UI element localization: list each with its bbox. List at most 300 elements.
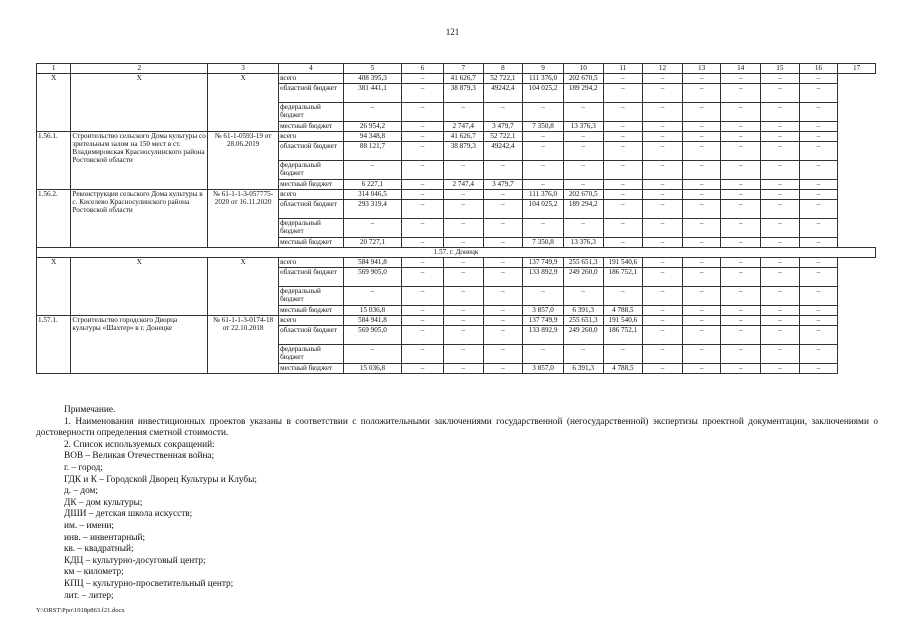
amount-cell: –: [443, 190, 483, 200]
funding-source: всего: [279, 316, 344, 326]
amount-cell: –: [799, 180, 838, 190]
amount-cell: –: [761, 132, 800, 142]
amount-cell: –: [402, 238, 444, 248]
amount-cell: –: [483, 190, 523, 200]
amount-cell: –: [721, 268, 761, 287]
amount-cell: 569 905,0: [343, 326, 401, 345]
amount-cell: –: [402, 219, 444, 238]
abbreviation-item: д. – дом;: [64, 486, 99, 497]
amount-cell: –: [761, 345, 800, 364]
amount-cell: –: [721, 180, 761, 190]
amount-cell: 111 376,0: [523, 190, 564, 200]
amount-cell: –: [402, 103, 444, 122]
column-number: 15: [761, 64, 800, 74]
amount-cell: –: [761, 142, 800, 161]
amount-cell: –: [721, 258, 761, 268]
amount-cell: –: [443, 258, 483, 268]
amount-cell: –: [682, 132, 721, 142]
amount-cell: –: [721, 84, 761, 103]
abbreviation-item: КДЦ – культурно-досуговый центр;: [64, 555, 206, 566]
amount-cell: 2 747,4: [443, 122, 483, 132]
amount-cell: –: [483, 200, 523, 219]
amount-cell: –: [402, 258, 444, 268]
amount-cell: –: [443, 345, 483, 364]
amount-cell: –: [682, 180, 721, 190]
amount-cell: –: [643, 287, 683, 306]
amount-cell: –: [343, 103, 401, 122]
funding-source: федеральный бюджет: [279, 219, 344, 238]
amount-cell: –: [721, 132, 761, 142]
amount-cell: –: [799, 161, 838, 180]
amount-cell: 26 954,2: [343, 122, 401, 132]
funding-source: областной бюджет: [279, 268, 344, 287]
amount-cell: –: [682, 268, 721, 287]
amount-cell: –: [643, 103, 683, 122]
amount-cell: 249 260,0: [563, 268, 603, 287]
amount-cell: –: [643, 345, 683, 364]
abbreviation-item: ГДК и К – Городской Дворец Культуры и Клубы;: [64, 474, 257, 485]
amount-cell: –: [483, 268, 523, 287]
column-number: 3: [208, 64, 279, 74]
amount-cell: –: [682, 287, 721, 306]
amount-cell: 189 294,2: [563, 200, 603, 219]
column-number: 5: [343, 64, 401, 74]
abbreviation-item: инв. – инвентарный;: [64, 532, 146, 543]
amount-cell: 408 395,3: [343, 74, 401, 84]
amount-cell: –: [643, 142, 683, 161]
amount-cell: –: [563, 180, 603, 190]
column-number: 11: [603, 64, 643, 74]
amount-cell: –: [799, 142, 838, 161]
investment-projects-table: [36, 63, 876, 374]
amount-cell: –: [682, 200, 721, 219]
column-number: 17: [838, 64, 876, 74]
amount-cell: 7 350,8: [523, 238, 564, 248]
amount-cell: –: [721, 364, 761, 374]
amount-cell: –: [721, 326, 761, 345]
table-header-row: [37, 64, 876, 74]
amount-cell: –: [343, 219, 401, 238]
project-name: Строительство городского Дворца культуры «Шахтер» в г. Донецке: [71, 316, 208, 374]
amount-cell: 202 670,5: [563, 190, 603, 200]
amount-cell: 191 540,6: [603, 258, 643, 268]
amount-cell: –: [643, 326, 683, 345]
column-number: 8: [483, 64, 523, 74]
amount-cell: 584 941,8: [343, 258, 401, 268]
expertise-conclusion: № 61-1-1-3-0174-18 от 22.10.2018: [208, 316, 279, 374]
amount-cell: 41 626,7: [443, 132, 483, 142]
amount-cell: 133 892,9: [523, 326, 564, 345]
amount-cell: 133 892,9: [523, 268, 564, 287]
expertise-conclusion: № 61-1-1-3-057775-2020 от 16.11.2020: [208, 190, 279, 248]
amount-cell: –: [563, 103, 603, 122]
column-number: 2: [71, 64, 208, 74]
amount-cell: –: [682, 122, 721, 132]
amount-cell: –: [721, 345, 761, 364]
amount-cell: –: [402, 364, 444, 374]
amount-cell: –: [799, 84, 838, 103]
expertise-conclusion: X: [208, 258, 279, 316]
amount-cell: –: [799, 316, 838, 326]
amount-cell: –: [402, 190, 444, 200]
amount-cell: –: [761, 258, 800, 268]
amount-cell: 3 857,0: [523, 306, 564, 316]
amount-cell: –: [761, 190, 800, 200]
section-title: 1.57. г. Донецк: [37, 248, 876, 258]
amount-cell: 49242,4: [483, 84, 523, 103]
column-number: 10: [563, 64, 603, 74]
abbreviation-list: [36, 451, 878, 602]
table-row: [37, 258, 876, 268]
amount-cell: –: [643, 364, 683, 374]
amount-cell: 293 319,4: [343, 200, 401, 219]
amount-cell: –: [761, 161, 800, 180]
column-number: 13: [682, 64, 721, 74]
amount-cell: –: [603, 200, 643, 219]
row-number: 1.57.1.: [37, 316, 71, 374]
amount-cell: –: [483, 287, 523, 306]
amount-cell: –: [443, 268, 483, 287]
amount-cell: –: [799, 306, 838, 316]
amount-cell: –: [443, 200, 483, 219]
amount-cell: –: [483, 316, 523, 326]
amount-cell: 3 479,7: [483, 180, 523, 190]
row-number: X: [37, 74, 71, 132]
amount-cell: –: [483, 364, 523, 374]
column-number: 7: [443, 64, 483, 74]
amount-cell: 4 788,5: [603, 364, 643, 374]
amount-cell: –: [402, 122, 444, 132]
amount-cell: –: [643, 316, 683, 326]
amount-cell: 255 651,3: [563, 258, 603, 268]
amount-cell: –: [603, 238, 643, 248]
amount-cell: –: [761, 180, 800, 190]
amount-cell: –: [643, 190, 683, 200]
amount-cell: –: [761, 238, 800, 248]
funding-source: федеральный бюджет: [279, 287, 344, 306]
amount-cell: –: [682, 238, 721, 248]
amount-cell: 255 651,3: [563, 316, 603, 326]
amount-cell: –: [443, 219, 483, 238]
amount-cell: –: [721, 103, 761, 122]
funding-source: областной бюджет: [279, 142, 344, 161]
amount-cell: –: [523, 180, 564, 190]
amount-cell: –: [523, 345, 564, 364]
amount-cell: –: [721, 316, 761, 326]
amount-cell: 94 348,8: [343, 132, 401, 142]
amount-cell: –: [643, 219, 683, 238]
page-number: 121: [445, 27, 460, 37]
amount-cell: 3 857,0: [523, 364, 564, 374]
amount-cell: –: [799, 258, 838, 268]
abbreviation-item: км – километр;: [64, 567, 124, 578]
amount-cell: 38 879,3: [443, 84, 483, 103]
column-number: 16: [799, 64, 838, 74]
amount-cell: –: [402, 326, 444, 345]
amount-cell: 20 727,1: [343, 238, 401, 248]
amount-cell: –: [603, 345, 643, 364]
amount-cell: –: [761, 306, 800, 316]
amount-cell: –: [603, 287, 643, 306]
amount-cell: –: [643, 306, 683, 316]
amount-cell: –: [799, 238, 838, 248]
amount-cell: –: [443, 364, 483, 374]
funding-source: федеральный бюджет: [279, 161, 344, 180]
amount-cell: –: [402, 268, 444, 287]
funding-source: местный бюджет: [279, 122, 344, 132]
amount-cell: –: [682, 219, 721, 238]
amount-cell: 88 121,7: [343, 142, 401, 161]
funding-source: местный бюджет: [279, 364, 344, 374]
funding-source: федеральный бюджет: [279, 103, 344, 122]
amount-cell: –: [483, 103, 523, 122]
funding-source: местный бюджет: [279, 238, 344, 248]
amount-cell: –: [643, 161, 683, 180]
amount-cell: –: [761, 74, 800, 84]
amount-cell: –: [643, 258, 683, 268]
footer-file-path: Y:\ORST\Ppo\1018p863.f21.docx: [36, 607, 125, 614]
amount-cell: –: [483, 219, 523, 238]
amount-cell: –: [603, 219, 643, 238]
amount-cell: –: [799, 364, 838, 374]
amount-cell: –: [761, 200, 800, 219]
amount-cell: –: [563, 287, 603, 306]
amount-cell: –: [443, 161, 483, 180]
amount-cell: –: [563, 345, 603, 364]
amount-cell: 569 905,0: [343, 268, 401, 287]
table-row: [37, 316, 876, 326]
amount-cell: 6 227,1: [343, 180, 401, 190]
row-number: 1.56.1.: [37, 132, 71, 190]
amount-cell: –: [799, 287, 838, 306]
amount-cell: –: [563, 219, 603, 238]
amount-cell: –: [443, 316, 483, 326]
amount-cell: 15 036,8: [343, 306, 401, 316]
note-item-1: 1. Наименования инвестиционных проектов указаны в соответствии с положительными заключениями государственной (негосударственной) экспертизы проектной документации, заключениями о достоверности определения сметной стоимости.: [36, 416, 878, 439]
amount-cell: –: [682, 142, 721, 161]
amount-cell: –: [402, 132, 444, 142]
funding-source: областной бюджет: [279, 84, 344, 103]
amount-cell: –: [483, 258, 523, 268]
amount-cell: –: [643, 200, 683, 219]
amount-cell: 104 025,2: [523, 84, 564, 103]
amount-cell: –: [443, 326, 483, 345]
amount-cell: –: [523, 132, 564, 142]
table-row: [37, 190, 876, 200]
amount-cell: –: [721, 142, 761, 161]
amount-cell: –: [721, 190, 761, 200]
column-number: 4: [279, 64, 344, 74]
expertise-conclusion: X: [208, 74, 279, 132]
amount-cell: –: [402, 306, 444, 316]
abbreviation-item: ВОВ – Великая Отечественная война;: [64, 451, 215, 462]
funding-source: всего: [279, 190, 344, 200]
amount-cell: –: [682, 306, 721, 316]
project-name: X: [71, 258, 208, 316]
amount-cell: 584 941,8: [343, 316, 401, 326]
funding-source: всего: [279, 74, 344, 84]
amount-cell: –: [402, 161, 444, 180]
amount-cell: –: [523, 219, 564, 238]
amount-cell: 49242,4: [483, 142, 523, 161]
amount-cell: –: [682, 258, 721, 268]
amount-cell: –: [799, 326, 838, 345]
column-number: 1: [37, 64, 71, 74]
notes-section: [36, 405, 878, 602]
amount-cell: –: [799, 122, 838, 132]
amount-cell: –: [603, 180, 643, 190]
amount-cell: 189 294,2: [563, 84, 603, 103]
amount-cell: –: [603, 190, 643, 200]
amount-cell: –: [603, 161, 643, 180]
amount-cell: –: [603, 122, 643, 132]
amount-cell: –: [483, 161, 523, 180]
amount-cell: –: [402, 316, 444, 326]
amount-cell: –: [443, 287, 483, 306]
amount-cell: 249 260,0: [563, 326, 603, 345]
amount-cell: 41 626,7: [443, 74, 483, 84]
amount-cell: –: [643, 132, 683, 142]
expertise-conclusion: № 61-1-0593-19 от 28.06.2019: [208, 132, 279, 190]
amount-cell: 314 046,5: [343, 190, 401, 200]
amount-cell: –: [523, 142, 564, 161]
abbreviation-item: г. – город;: [64, 462, 103, 473]
amount-cell: –: [443, 238, 483, 248]
amount-cell: –: [643, 74, 683, 84]
amount-cell: 104 025,2: [523, 200, 564, 219]
amount-cell: –: [682, 161, 721, 180]
amount-cell: –: [682, 190, 721, 200]
amount-cell: –: [761, 84, 800, 103]
amount-cell: –: [761, 326, 800, 345]
amount-cell: –: [343, 287, 401, 306]
abbreviation-item: кв. – квадратный;: [64, 544, 134, 555]
abbreviation-item: ДК – дом культуры;: [64, 497, 143, 508]
amount-cell: –: [483, 326, 523, 345]
amount-cell: –: [799, 268, 838, 287]
amount-cell: 137 749,9: [523, 258, 564, 268]
amount-cell: –: [603, 132, 643, 142]
row-number: 1.56.2.: [37, 190, 71, 248]
note-item-2: 2. Список используемых сокращений:: [64, 439, 215, 450]
project-name: X: [71, 74, 208, 132]
amount-cell: 13 376,3: [563, 238, 603, 248]
amount-cell: –: [761, 316, 800, 326]
table-row: [37, 74, 876, 84]
amount-cell: 202 670,5: [563, 74, 603, 84]
row-number: X: [37, 258, 71, 316]
amount-cell: 6 391,3: [563, 306, 603, 316]
amount-cell: –: [799, 219, 838, 238]
amount-cell: –: [799, 103, 838, 122]
amount-cell: 191 540,6: [603, 316, 643, 326]
funding-source: местный бюджет: [279, 180, 344, 190]
amount-cell: –: [343, 161, 401, 180]
amount-cell: –: [721, 219, 761, 238]
amount-cell: –: [761, 103, 800, 122]
amount-cell: –: [643, 238, 683, 248]
amount-cell: 381 441,1: [343, 84, 401, 103]
amount-cell: 38 879,3: [443, 142, 483, 161]
amount-cell: –: [402, 84, 444, 103]
amount-cell: –: [799, 132, 838, 142]
funding-source: всего: [279, 132, 344, 142]
amount-cell: 13 376,3: [563, 122, 603, 132]
amount-cell: –: [443, 306, 483, 316]
amount-cell: –: [563, 142, 603, 161]
amount-cell: –: [721, 74, 761, 84]
amount-cell: –: [402, 287, 444, 306]
amount-cell: 52 722,1: [483, 74, 523, 84]
column-number: 12: [643, 64, 683, 74]
amount-cell: –: [563, 161, 603, 180]
project-name: Реконструкция сельского Дома культуры в с. Киселево Красносулинского района Ростовской области: [71, 190, 208, 248]
amount-cell: –: [721, 122, 761, 132]
amount-cell: –: [721, 200, 761, 219]
funding-source: областной бюджет: [279, 326, 344, 345]
amount-cell: –: [682, 364, 721, 374]
amount-cell: –: [761, 287, 800, 306]
amount-cell: –: [799, 74, 838, 84]
section-row: [37, 248, 876, 258]
amount-cell: –: [523, 161, 564, 180]
notes-title: Примечание.: [64, 405, 116, 415]
amount-cell: –: [402, 74, 444, 84]
amount-cell: –: [483, 238, 523, 248]
abbreviation-item: КПЦ – культурно-просветительный центр;: [64, 578, 234, 589]
column-number: 9: [523, 64, 564, 74]
amount-cell: 2 747,4: [443, 180, 483, 190]
amount-cell: 6 391,3: [563, 364, 603, 374]
amount-cell: –: [799, 345, 838, 364]
column-number: 14: [721, 64, 761, 74]
amount-cell: –: [721, 161, 761, 180]
amount-cell: 186 752,1: [603, 326, 643, 345]
amount-cell: –: [483, 306, 523, 316]
amount-cell: –: [443, 103, 483, 122]
amount-cell: –: [603, 103, 643, 122]
amount-cell: –: [523, 287, 564, 306]
amount-cell: –: [643, 84, 683, 103]
amount-cell: –: [402, 200, 444, 219]
amount-cell: –: [563, 132, 603, 142]
amount-cell: –: [483, 345, 523, 364]
amount-cell: 3 479,7: [483, 122, 523, 132]
amount-cell: –: [682, 345, 721, 364]
amount-cell: –: [761, 268, 800, 287]
column-number: 6: [402, 64, 444, 74]
amount-cell: –: [682, 326, 721, 345]
amount-cell: –: [643, 180, 683, 190]
amount-cell: –: [643, 122, 683, 132]
amount-cell: 111 376,0: [523, 74, 564, 84]
amount-cell: –: [761, 219, 800, 238]
amount-cell: –: [721, 306, 761, 316]
funding-source: местный бюджет: [279, 306, 344, 316]
amount-cell: 52 722,1: [483, 132, 523, 142]
amount-cell: –: [721, 238, 761, 248]
funding-source: федеральный бюджет: [279, 345, 344, 364]
amount-cell: –: [603, 142, 643, 161]
amount-cell: –: [343, 345, 401, 364]
abbreviation-item: им. – имени;: [64, 520, 114, 531]
amount-cell: –: [799, 190, 838, 200]
amount-cell: –: [682, 84, 721, 103]
amount-cell: –: [643, 268, 683, 287]
amount-cell: –: [603, 84, 643, 103]
amount-cell: –: [402, 345, 444, 364]
abbreviation-item: ДШИ – детская школа искусств;: [64, 509, 193, 520]
